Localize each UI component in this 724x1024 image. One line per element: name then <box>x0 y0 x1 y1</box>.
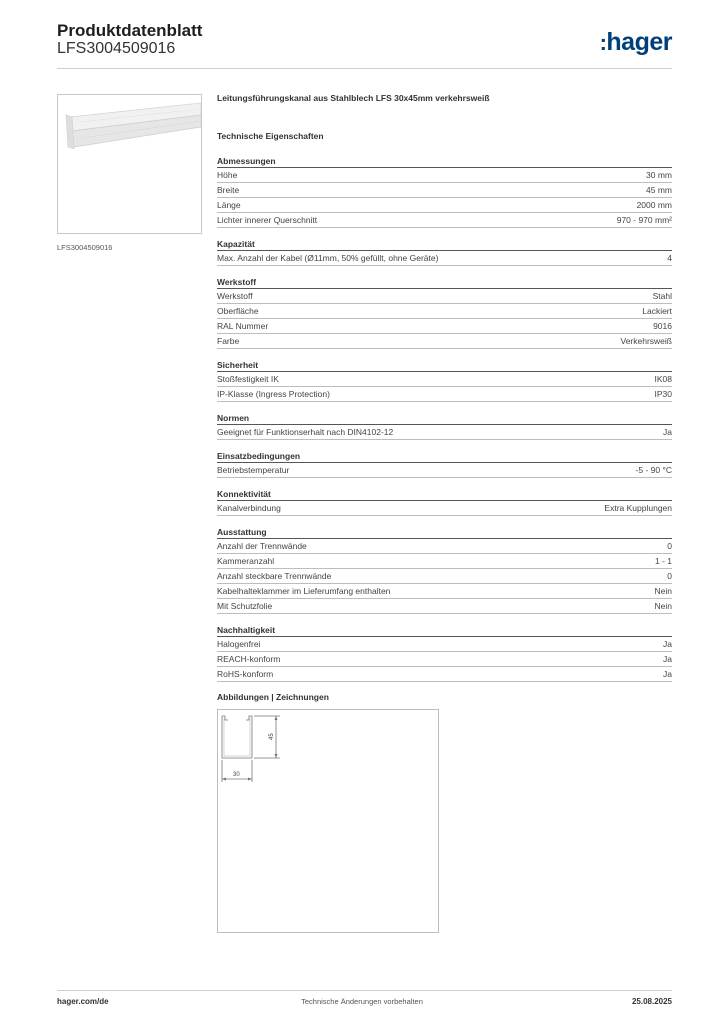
product-image <box>57 94 202 234</box>
section-heading: Nachhaltigkeit <box>217 624 672 637</box>
section-0 <box>217 155 672 228</box>
footer-disclaimer: Technische Änderungen vorbehalten <box>301 997 423 1006</box>
property-label: Länge <box>217 200 241 210</box>
property-value: 970 - 970 mm² <box>616 215 672 225</box>
property-row <box>217 334 672 349</box>
section-1 <box>217 238 672 266</box>
property-value: IK08 <box>654 374 672 384</box>
section-heading: Kapazität <box>217 238 672 251</box>
logo-text: hager <box>606 28 672 56</box>
property-value: 9016 <box>653 321 672 331</box>
property-label: Geeignet für Funktionserhalt nach DIN4102-12 <box>217 427 394 437</box>
property-label: Stoßfestigkeit IK <box>217 374 279 384</box>
section-7 <box>217 526 672 614</box>
property-label: IP-Klasse (Ingress Protection) <box>217 389 330 399</box>
section-5 <box>217 450 672 478</box>
hager-logo <box>600 29 672 56</box>
property-value: Nein <box>654 601 672 611</box>
cross-section-drawing <box>218 710 438 932</box>
property-label: Werkstoff <box>217 291 253 301</box>
property-label: Max. Anzahl der Kabel (Ø11mm, 50% gefüllt, ohne Geräte) <box>217 253 439 263</box>
section-heading: Abmessungen <box>217 155 672 168</box>
property-row <box>217 387 672 402</box>
property-value: Lackiert <box>642 306 672 316</box>
property-value: 2000 mm <box>636 200 672 210</box>
section-8 <box>217 624 672 682</box>
property-label: Kanalverbindung <box>217 503 281 513</box>
property-value: Ja <box>663 654 672 664</box>
property-value: IP30 <box>654 389 672 399</box>
property-label: Anzahl der Trennwände <box>217 541 307 551</box>
property-row <box>217 319 672 334</box>
property-label: REACH-konform <box>217 654 281 664</box>
cable-duct-illustration <box>58 95 201 233</box>
property-label: Kammeranzahl <box>217 556 275 566</box>
property-value: Nein <box>654 586 672 596</box>
property-row <box>217 501 672 516</box>
page-title: Produktdatenblatt <box>57 21 203 40</box>
section-heading: Sicherheit <box>217 359 672 372</box>
property-value: 0 <box>667 541 672 551</box>
property-label: Anzahl steckbare Trennwände <box>217 571 332 581</box>
property-label: Oberfläche <box>217 306 259 316</box>
figures-heading: Abbildungen | Zeichnungen <box>217 692 329 702</box>
section-heading: Normen <box>217 412 672 425</box>
property-row <box>217 213 672 228</box>
section-heading: Ausstattung <box>217 526 672 539</box>
property-value: -5 - 90 °C <box>635 465 672 475</box>
section-6 <box>217 488 672 516</box>
property-value: 0 <box>667 571 672 581</box>
footer-date: 25.08.2025 <box>631 997 672 1006</box>
property-label: Halogenfrei <box>217 639 261 649</box>
property-value: 1 - 1 <box>654 556 672 566</box>
section-4 <box>217 412 672 440</box>
property-row <box>217 198 672 213</box>
property-label: Betriebstemperatur <box>217 465 290 475</box>
property-row <box>217 304 672 319</box>
property-value: Ja <box>663 639 672 649</box>
property-label: Breite <box>217 185 240 195</box>
article-number: LFS3004509016 <box>57 40 176 57</box>
property-row <box>217 372 672 387</box>
property-row <box>217 168 672 183</box>
property-label: Lichter innerer Querschnitt <box>217 215 318 225</box>
section-3 <box>217 359 672 402</box>
property-label: RoHS-konform <box>217 669 274 679</box>
properties-table <box>217 155 672 682</box>
property-value: Extra Kupplungen <box>604 503 672 513</box>
property-value: Stahl <box>652 291 672 301</box>
property-row <box>217 584 672 599</box>
property-value: Verkehrsweiß <box>620 336 672 346</box>
property-value: 4 <box>667 253 672 263</box>
product-title: Leitungsführungskanal aus Stahlblech LFS 30x45mm verkehrsweiß <box>217 93 490 103</box>
tech-heading: Technische Eigenschaften <box>217 131 324 141</box>
property-label: Farbe <box>217 336 240 346</box>
section-heading: Werkstoff <box>217 276 672 289</box>
section-2 <box>217 276 672 349</box>
property-row <box>217 289 672 304</box>
header-divider <box>57 68 672 69</box>
logo-dots: : <box>599 30 607 55</box>
property-row <box>217 599 672 614</box>
property-row <box>217 569 672 584</box>
property-label: Mit Schutzfolie <box>217 601 273 611</box>
datasheet-main <box>217 93 672 933</box>
property-row <box>217 667 672 682</box>
property-row <box>217 425 672 440</box>
section-heading: Einsatzbedingungen <box>217 450 672 463</box>
property-value: Ja <box>663 669 672 679</box>
property-row <box>217 183 672 198</box>
technical-drawing <box>217 709 439 933</box>
property-row <box>217 652 672 667</box>
dimension-height-label: 45 <box>269 733 275 740</box>
property-value: 45 mm <box>646 185 672 195</box>
section-heading: Konnektivität <box>217 488 672 501</box>
property-label: RAL Nummer <box>217 321 269 331</box>
footer-website-link[interactable]: hager.com/de <box>57 997 109 1006</box>
dimension-width-label: 30 <box>233 772 240 778</box>
property-label: Höhe <box>217 170 238 180</box>
property-row <box>217 539 672 554</box>
property-row <box>217 554 672 569</box>
property-value: Ja <box>663 427 672 437</box>
property-row <box>217 637 672 652</box>
property-label: Kabelhalteklammer im Lieferumfang enthalten <box>217 586 391 596</box>
property-value: 30 mm <box>646 170 672 180</box>
product-image-caption: LFS3004509016 <box>57 243 113 252</box>
property-row <box>217 463 672 478</box>
property-row <box>217 251 672 266</box>
footer-divider <box>57 990 672 991</box>
